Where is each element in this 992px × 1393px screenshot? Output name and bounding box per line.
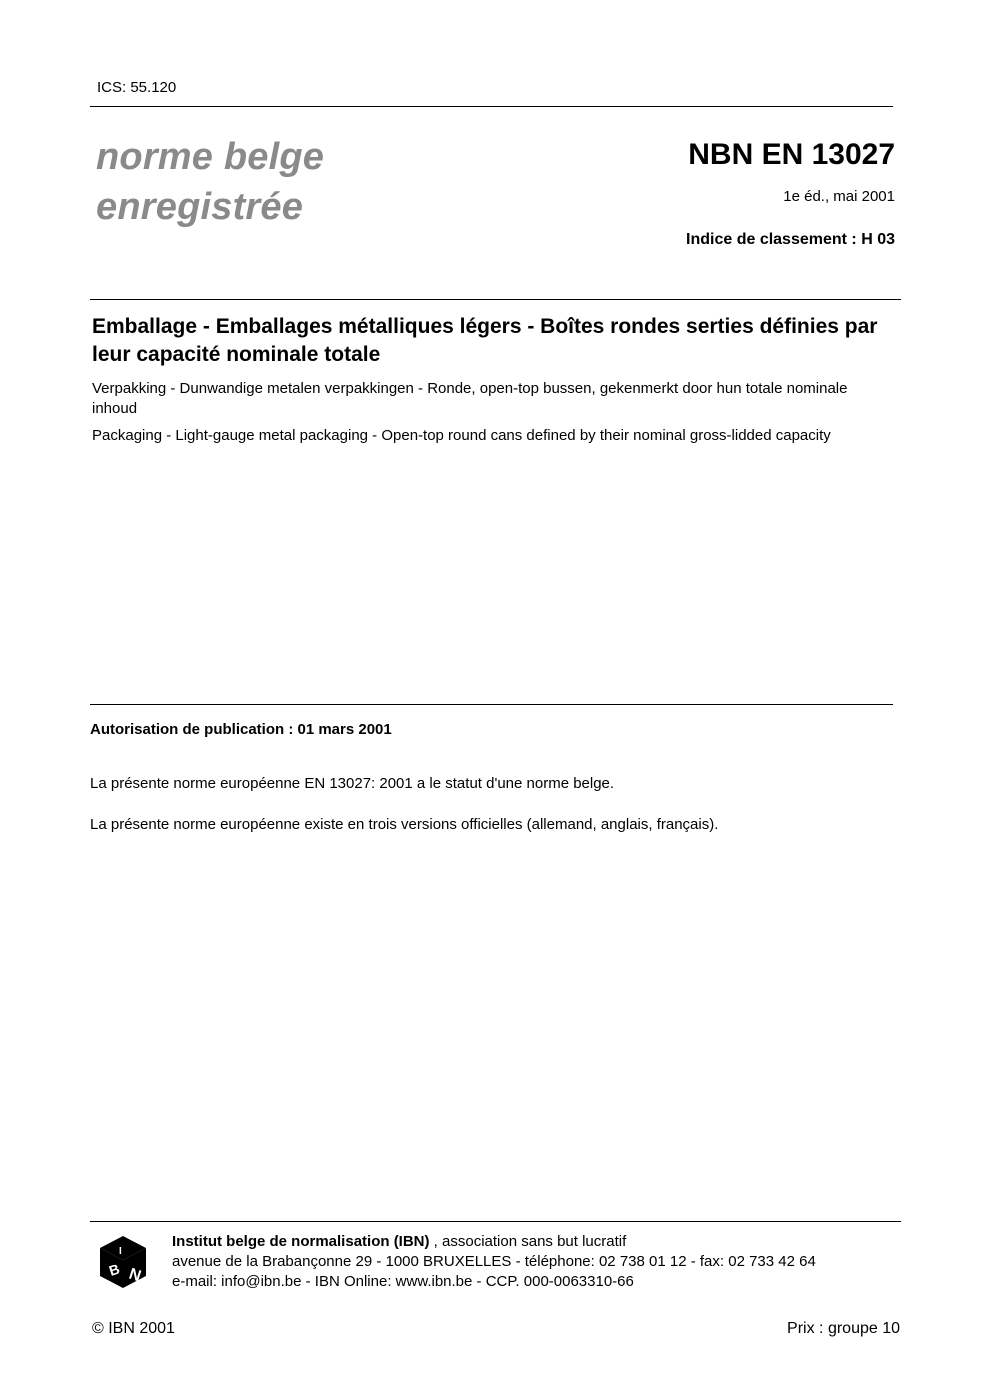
institute-line [172,1232,912,1252]
svg-text:B: B [106,1260,122,1279]
top-divider [90,106,893,107]
svg-text:I: I [119,1246,122,1257]
institute-address: avenue de la Brabançonne 29 - 1000 BRUXELLES - téléphone: 02 738 01 12 - fax: 02 733 42 64 [172,1253,816,1270]
institute-suffix: , association sans but lucratif [429,1233,627,1250]
price-group: Prix : groupe 10 [787,1320,900,1337]
institute-name: Institut belge de normalisation (IBN) [172,1233,430,1250]
ibn-cube-logo-icon [98,1234,148,1290]
title-divider [90,299,901,300]
svg-text:N: N [126,1265,144,1286]
title-french: Emballage - Emballages métalliques légers - Boîtes rondes serties définies par leur capacité nominale totale [92,315,878,366]
edition-date: 1e éd., mai 2001 [783,188,895,205]
brand-line-1: norme belge [96,136,325,178]
institute-contact: e-mail: info@ibn.be - IBN Online: www.ibn.be - CCP. 000-0063310-66 [172,1273,634,1290]
copyright: © IBN 2001 [92,1320,175,1337]
body-divider [90,704,893,705]
versions-paragraph: La présente norme européenne existe en trois versions officielles (allemand, anglais, français). [90,816,719,833]
classification-index: Indice de classement : H 03 [686,231,895,248]
title-english: Packaging - Light-gauge metal packaging - Open-top round cans defined by their nominal gross-lidded capacity [92,427,831,444]
publication-authorization: Autorisation de publication : 01 mars 2001 [90,721,392,738]
footer-divider [90,1221,901,1222]
ics-code: ICS: 55.120 [97,79,177,96]
institute-info [172,1232,912,1292]
standard-number: NBN EN 13027 [688,138,895,171]
brand-line-2: enregistrée [96,186,304,228]
status-paragraph: La présente norme européenne EN 13027: 2001 a le statut d'une norme belge. [90,775,615,792]
title-dutch: Verpakking - Dunwandige metalen verpakkingen - Ronde, open-top bussen, gekenmerkt door hun totale nominale inhoud [92,380,848,417]
